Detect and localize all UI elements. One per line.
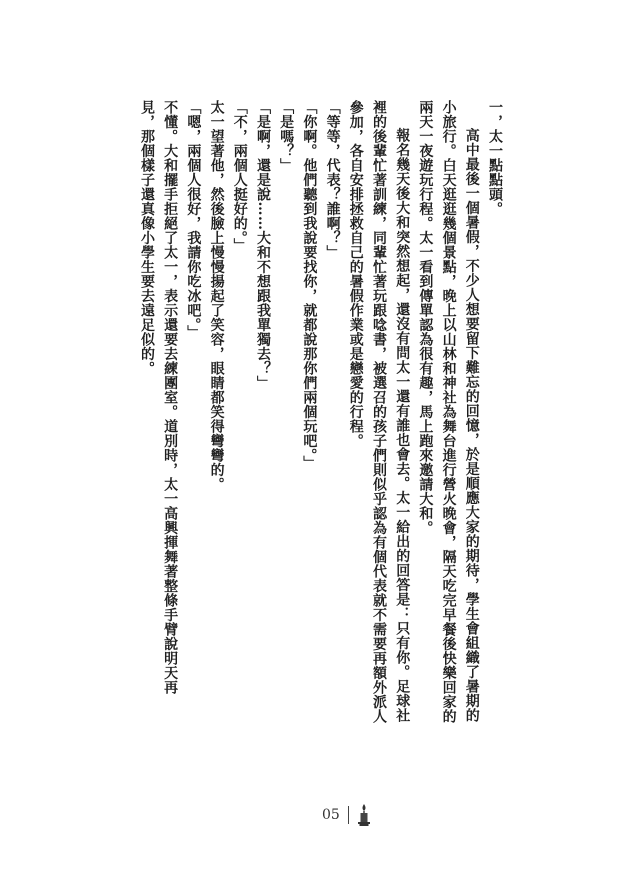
page-footer: [322, 800, 402, 830]
text-line: 「等等，代表？誰啊？」: [324, 100, 341, 260]
text-line: 「是嗎？」: [278, 100, 295, 173]
text-line: 見，那個樣子還真像小學生要去遠足似的。: [138, 100, 155, 376]
text-line: 報名幾天後大和突然想起，還沒有問太一還有誰也會去。太一給出的回答是：只有你。足球社: [394, 128, 411, 723]
text-line: 裡的後輩忙著訓練，同輩忙著玩跟唸書，被選召的孩子們則似乎認為有個代表就不需要再額外派人: [370, 100, 387, 724]
text-line: 「是啊，還是說……大和不想跟我單獨去？」: [254, 100, 271, 390]
page-number: 05: [322, 807, 340, 823]
text-line: 「你啊。他們聽到我說要找你，就都說那你們兩個玩吧。」: [301, 100, 318, 470]
candle-icon: [357, 803, 371, 827]
text-line: 「不，兩個人挺好的。」: [231, 100, 248, 253]
text-line: 小旅行。白天逛逛幾個景點，晚上以山林和神社為舞台進行營火晚會，隔天吃完早餐後快樂回家的: [440, 100, 457, 724]
footer-divider: [348, 806, 349, 824]
vertical-text-body: [106, 100, 506, 730]
text-line: 參加，各自安排拯救自己的暑假作業或是戀愛的行程。: [347, 100, 364, 448]
text-line: 不懂。大和擺手拒絕了太一，表示還要去練團室。道別時，太一高興揮舞著整條手臂說明天再: [162, 100, 179, 695]
text-line: 一，太一點點頭。: [487, 100, 503, 216]
text-line: 兩天一夜遊玩行程。太一看到傳單認為很有趣，馬上跑來邀請大和。: [417, 100, 434, 535]
text-line: 「嗯，兩個人很好，我請你吃冰吧。」: [185, 100, 202, 340]
text-line: 高中最後一個暑假，不少人想要留下難忘的回憶，於是順應大家的期待，學生會組織了暑期的: [463, 128, 480, 723]
text-line: 太一望著他，然後臉上慢慢揚起了笑容，眼睛都笑得彎彎的。: [208, 100, 225, 492]
